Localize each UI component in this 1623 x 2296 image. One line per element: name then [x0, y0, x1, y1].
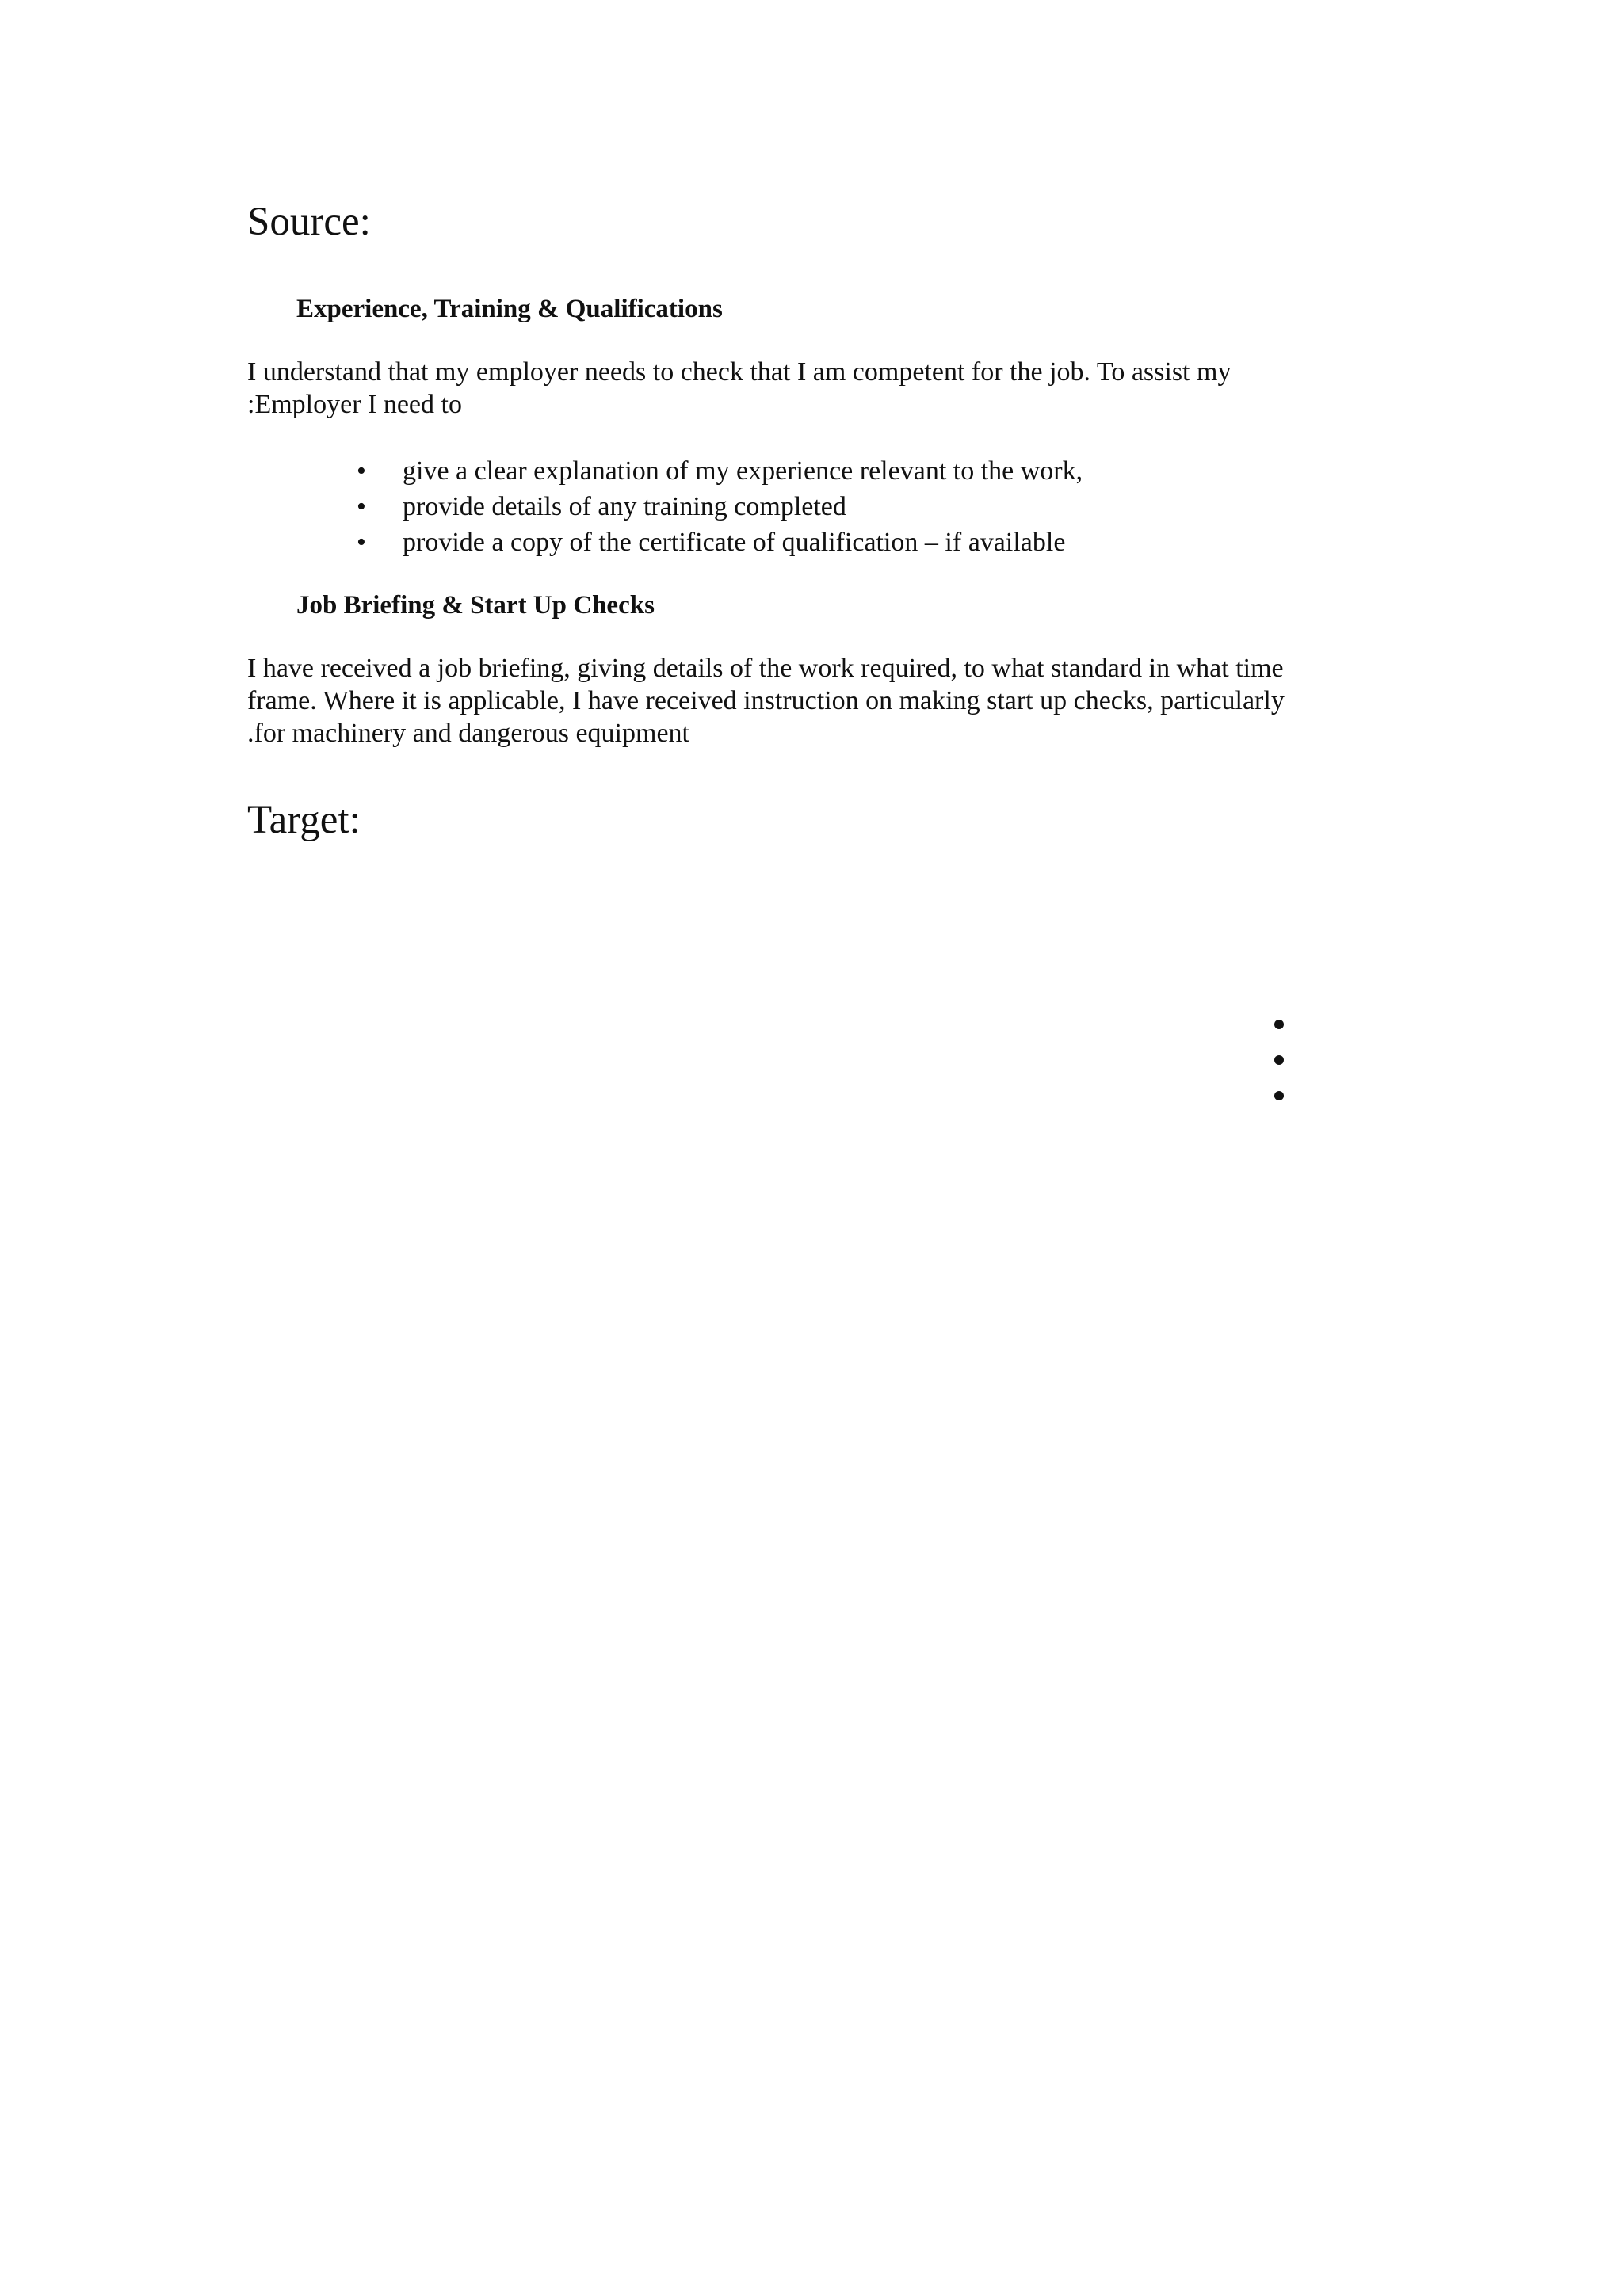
paragraph-line: I have received a job briefing, giving details of the work required, to what standard in what time [247, 654, 1284, 683]
section-heading-job-briefing: Job Briefing & Start Up Checks [296, 591, 655, 620]
target-label: Target: [247, 798, 361, 842]
paragraph-line: frame. Where it is applicable, I have received instruction on making start up checks, particularly [247, 686, 1285, 715]
section-heading-experience: Experience, Training & Qualifications [296, 295, 723, 323]
list-item-text: give a clear explanation of my experience relevant to the work, [403, 456, 1083, 486]
paragraph-line: I understand that my employer needs to check that I am competent for the job. To assist my [247, 357, 1232, 387]
paragraph-experience [247, 356, 1309, 421]
bullet-icon: • [357, 528, 366, 557]
source-label: Source: [247, 200, 371, 244]
paragraph-job-briefing [247, 652, 1309, 749]
target-bullet-list [1274, 1020, 1298, 1127]
bullet-icon: • [357, 456, 366, 486]
bullet-icon: • [357, 492, 366, 521]
paragraph-line: :Employer I need to [247, 390, 462, 419]
list-item-text: provide details of any training completed [403, 492, 846, 521]
bullet-icon [1274, 1091, 1284, 1100]
paragraph-line: .for machinery and dangerous equipment [247, 719, 689, 748]
bullet-icon [1274, 1020, 1284, 1029]
list-item-text: provide a copy of the certificate of qualification – if available [403, 528, 1066, 557]
bullet-icon [1274, 1055, 1284, 1065]
